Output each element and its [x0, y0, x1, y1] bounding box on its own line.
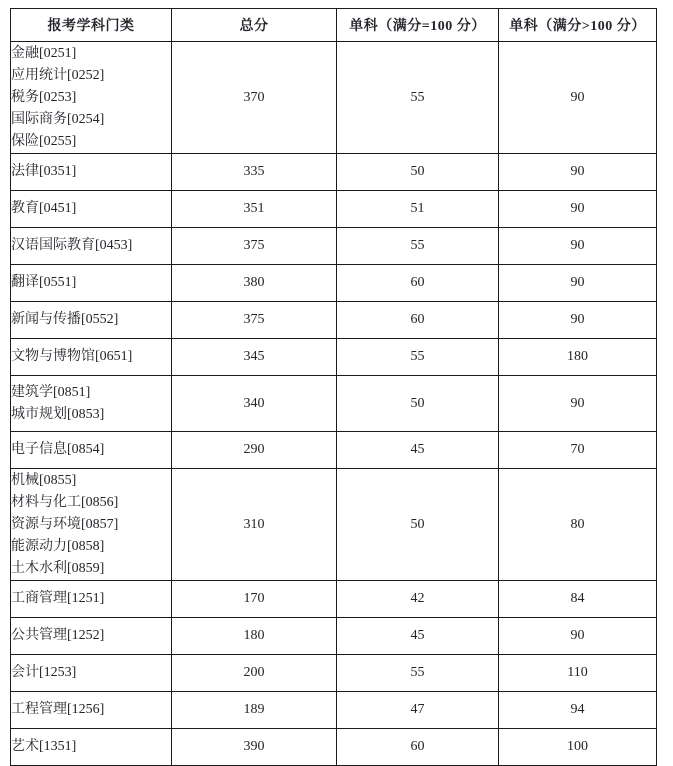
single-subject-100-cell: 60: [337, 302, 499, 339]
single-subject-over100-cell: 90: [499, 154, 657, 191]
category-line: 机械[0855]: [11, 472, 77, 488]
total-score-cell: 351: [172, 191, 337, 228]
category-line: 城市规划[0853]: [11, 406, 105, 422]
table-row: [11, 154, 657, 191]
single-subject-over100-cell: 90: [499, 191, 657, 228]
single-subject-over100-cell: 90: [499, 265, 657, 302]
single-subject-over100-cell: 90: [499, 228, 657, 265]
single-subject-100-cell: 50: [337, 469, 499, 581]
category-cell: [11, 228, 172, 265]
column-header-total: 总分: [172, 9, 337, 42]
category-line: 资源与环境[0857]: [11, 516, 119, 532]
table-row: [11, 339, 657, 376]
category-line: 国际商务[0254]: [11, 111, 105, 127]
score-table: [10, 8, 657, 766]
table-row: [11, 376, 657, 432]
total-score-cell: 335: [172, 154, 337, 191]
table-row: [11, 302, 657, 339]
category-line: 应用统计[0252]: [11, 67, 105, 83]
single-subject-100-cell: 55: [337, 228, 499, 265]
score-table-body: [11, 42, 657, 766]
category-line: 文物与博物馆[0651]: [11, 349, 133, 364]
category-line: 翻译[0551]: [11, 275, 77, 290]
total-score-cell: 345: [172, 339, 337, 376]
single-subject-100-cell: 45: [337, 618, 499, 655]
total-score-cell: 189: [172, 692, 337, 729]
single-subject-over100-cell: 110: [499, 655, 657, 692]
table-row: [11, 618, 657, 655]
category-line: 金融[0251]: [11, 45, 77, 61]
category-line: 建筑学[0851]: [11, 384, 91, 400]
total-score-cell: 375: [172, 302, 337, 339]
category-cell: [11, 191, 172, 228]
single-subject-100-cell: 51: [337, 191, 499, 228]
category-line: 土木水利[0859]: [11, 560, 105, 576]
single-subject-100-cell: 45: [337, 432, 499, 469]
category-cell: [11, 581, 172, 618]
category-line: 会计[1253]: [11, 665, 77, 680]
category-line: 汉语国际教育[0453]: [11, 238, 133, 253]
total-score-cell: 380: [172, 265, 337, 302]
category-line: 保险[0255]: [11, 133, 77, 149]
category-line: 能源动力[0858]: [11, 538, 105, 554]
column-header-single-100: 单科（满分=100 分）: [337, 9, 499, 42]
single-subject-over100-cell: 90: [499, 302, 657, 339]
total-score-cell: 370: [172, 42, 337, 154]
total-score-cell: 180: [172, 618, 337, 655]
total-score-cell: 340: [172, 376, 337, 432]
table-row: [11, 655, 657, 692]
single-subject-over100-cell: 70: [499, 432, 657, 469]
single-subject-100-cell: 42: [337, 581, 499, 618]
category-cell: [11, 618, 172, 655]
category-line: 工商管理[1251]: [11, 591, 105, 606]
single-subject-over100-cell: 80: [499, 469, 657, 581]
header-row: [11, 9, 657, 42]
column-header-category: 报考学科门类: [11, 9, 172, 42]
table-row: [11, 42, 657, 154]
category-line: 艺术[1351]: [11, 739, 77, 754]
category-cell: [11, 692, 172, 729]
table-row: [11, 265, 657, 302]
category-line: 材料与化工[0856]: [11, 494, 119, 510]
category-line: 法律[0351]: [11, 164, 77, 179]
category-cell: [11, 469, 172, 581]
single-subject-100-cell: 60: [337, 265, 499, 302]
total-score-cell: 200: [172, 655, 337, 692]
single-subject-over100-cell: 90: [499, 376, 657, 432]
single-subject-over100-cell: 90: [499, 618, 657, 655]
category-cell: [11, 42, 172, 154]
table-row: [11, 191, 657, 228]
table-row: [11, 432, 657, 469]
table-row: [11, 692, 657, 729]
category-line: 公共管理[1252]: [11, 628, 105, 643]
category-cell: [11, 265, 172, 302]
total-score-cell: 170: [172, 581, 337, 618]
single-subject-over100-cell: 94: [499, 692, 657, 729]
category-cell: [11, 432, 172, 469]
table-row: [11, 581, 657, 618]
single-subject-over100-cell: 90: [499, 42, 657, 154]
single-subject-100-cell: 60: [337, 729, 499, 766]
table-row: [11, 228, 657, 265]
single-subject-100-cell: 50: [337, 154, 499, 191]
category-cell: [11, 729, 172, 766]
single-subject-over100-cell: 180: [499, 339, 657, 376]
column-header-single-over100: 单科（满分>100 分）: [499, 9, 657, 42]
category-line: 电子信息[0854]: [11, 442, 105, 457]
table-row: [11, 729, 657, 766]
category-line: 新闻与传播[0552]: [11, 312, 119, 327]
category-cell: [11, 376, 172, 432]
table-row: [11, 469, 657, 581]
category-cell: [11, 339, 172, 376]
category-line: 税务[0253]: [11, 89, 77, 105]
single-subject-100-cell: 55: [337, 42, 499, 154]
category-cell: [11, 154, 172, 191]
category-line: 教育[0451]: [11, 201, 77, 216]
single-subject-100-cell: 50: [337, 376, 499, 432]
total-score-cell: 310: [172, 469, 337, 581]
category-line: 工程管理[1256]: [11, 702, 105, 717]
single-subject-over100-cell: 100: [499, 729, 657, 766]
category-cell: [11, 655, 172, 692]
score-table-header: [11, 9, 657, 42]
total-score-cell: 390: [172, 729, 337, 766]
single-subject-100-cell: 55: [337, 655, 499, 692]
single-subject-100-cell: 55: [337, 339, 499, 376]
total-score-cell: 375: [172, 228, 337, 265]
single-subject-over100-cell: 84: [499, 581, 657, 618]
total-score-cell: 290: [172, 432, 337, 469]
single-subject-100-cell: 47: [337, 692, 499, 729]
category-cell: [11, 302, 172, 339]
